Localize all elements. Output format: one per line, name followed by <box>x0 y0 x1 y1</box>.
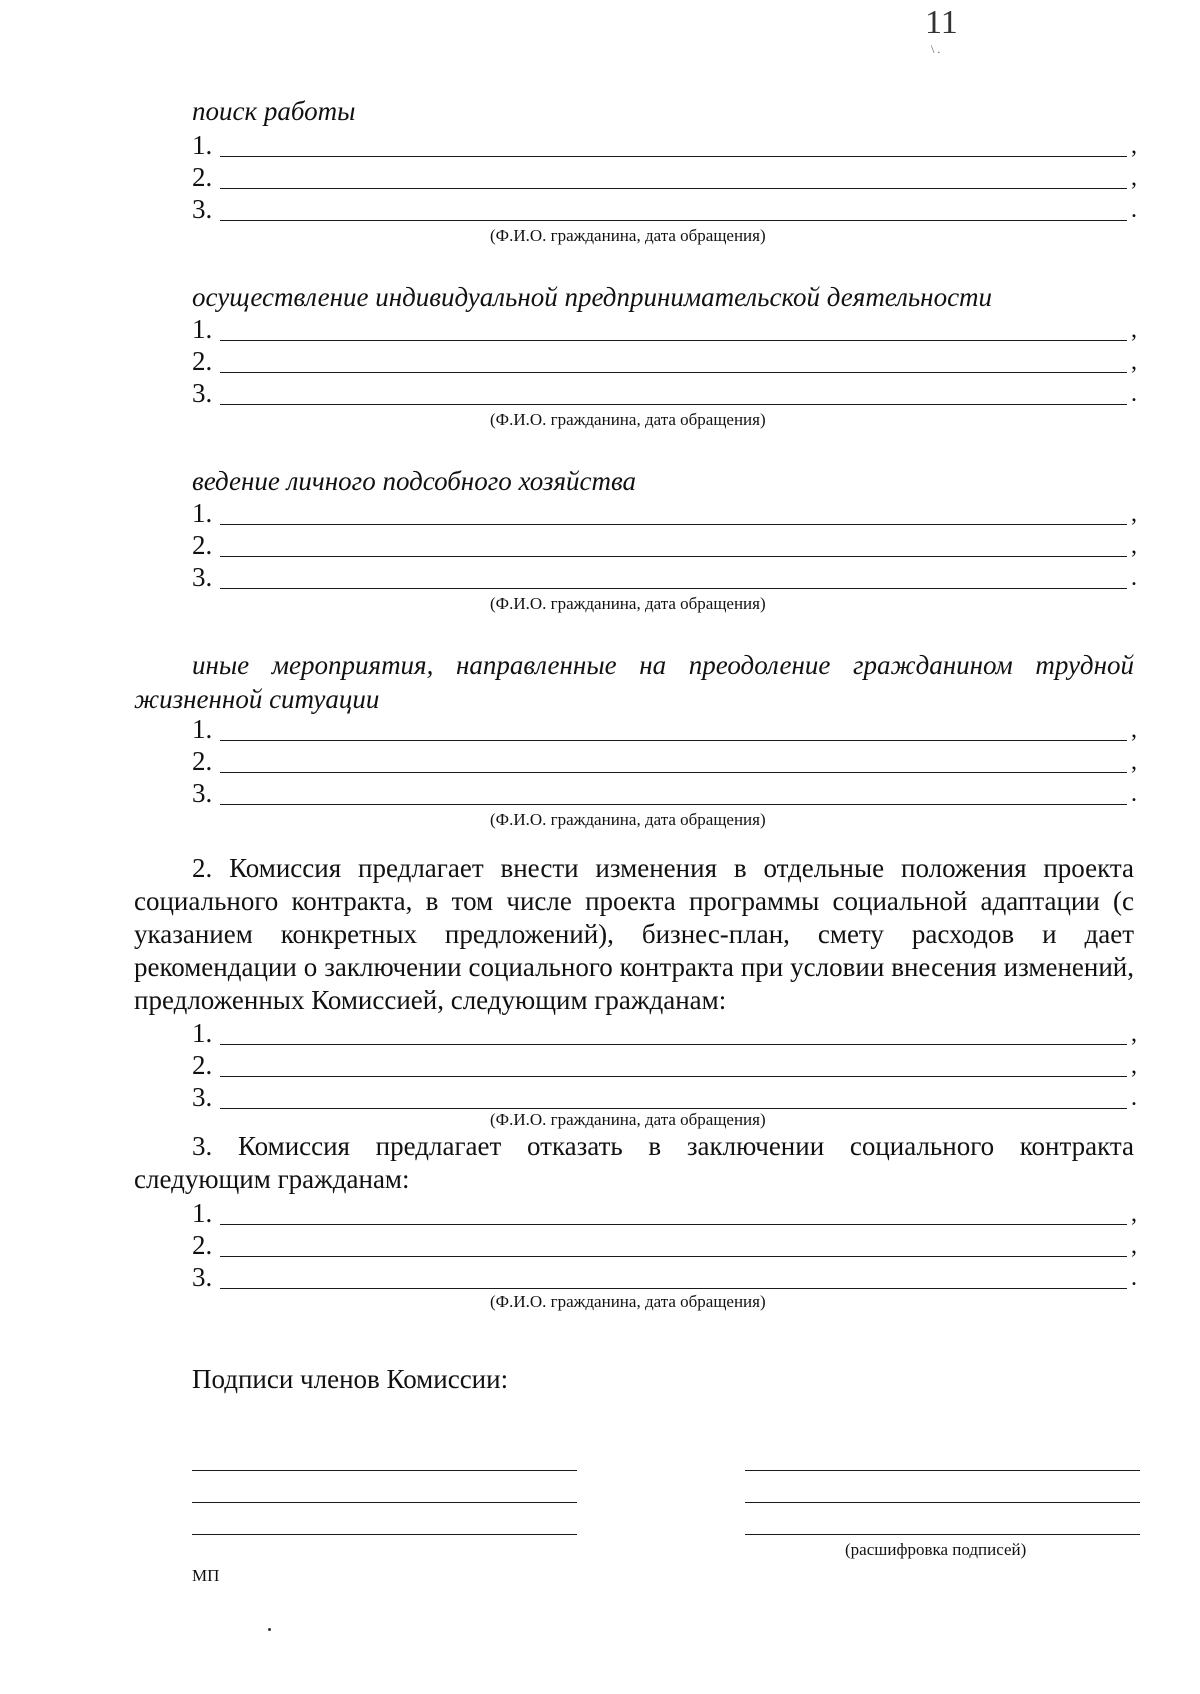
fill-line-row[interactable] <box>192 1196 1137 1228</box>
page-mark-sub: \ . <box>931 42 941 56</box>
line-punct: . <box>1131 565 1137 591</box>
fill-line[interactable] <box>220 740 1127 741</box>
line-number: 1. <box>192 498 213 528</box>
fill-line[interactable] <box>220 1108 1127 1109</box>
fill-line[interactable] <box>220 340 1127 341</box>
field-caption: (Ф.И.О. гражданина, дата обращения) <box>490 1110 766 1129</box>
fill-line-row[interactable] <box>192 1016 1137 1048</box>
fill-line[interactable] <box>220 220 1127 221</box>
line-punct: , <box>1131 133 1137 159</box>
line-number: 2. <box>192 530 213 560</box>
fill-line-row[interactable] <box>192 128 1137 160</box>
fill-line-row[interactable] <box>192 1080 1137 1112</box>
fill-line-row[interactable] <box>192 776 1137 808</box>
line-punct: , <box>1131 165 1137 191</box>
fill-line[interactable] <box>220 804 1127 805</box>
fill-line-row[interactable] <box>192 192 1137 224</box>
field-caption: (Ф.И.О. гражданина, дата обращения) <box>490 226 766 245</box>
fill-line-row[interactable] <box>192 1228 1137 1260</box>
section-title: осуществление индивидуальной предпринимательской деятельности <box>192 282 993 312</box>
fill-line[interactable] <box>220 1224 1127 1225</box>
line-number: 2. <box>192 1050 213 1080</box>
stamp-label: МП <box>192 1566 220 1585</box>
line-number: 3. <box>192 1262 213 1292</box>
fill-line-row[interactable] <box>192 560 1137 592</box>
fill-line-row[interactable] <box>192 1048 1137 1080</box>
line-number: 1. <box>192 314 213 344</box>
fill-line[interactable] <box>220 1044 1127 1045</box>
section-title: ведение личного подсобного хозяйства <box>192 466 637 496</box>
line-punct: , <box>1131 749 1137 775</box>
line-punct: , <box>1131 717 1137 743</box>
line-punct: , <box>1131 1201 1137 1227</box>
signature-decode-caption: (расшифровка подписей) <box>845 1540 1027 1559</box>
fill-line[interactable] <box>220 772 1127 773</box>
fill-line[interactable] <box>220 188 1127 189</box>
line-number: 2. <box>192 346 213 376</box>
line-number: 3. <box>192 562 213 592</box>
fill-line-row[interactable] <box>192 376 1137 408</box>
line-punct: , <box>1131 1233 1137 1259</box>
line-punct: . <box>1131 781 1137 807</box>
field-caption: (Ф.И.О. гражданина, дата обращения) <box>490 810 766 829</box>
line-punct: , <box>1131 1053 1137 1079</box>
field-caption: (Ф.И.О. гражданина, дата обращения) <box>490 410 766 429</box>
fill-line[interactable] <box>220 404 1127 405</box>
fill-line-row[interactable] <box>192 496 1137 528</box>
line-punct: . <box>1131 1265 1137 1291</box>
line-number: 3. <box>192 378 213 408</box>
section-title: иные мероприятия, направленные на преодоление гражданином трудной жизненной ситуации <box>134 650 1134 714</box>
field-caption: (Ф.И.О. гражданина, дата обращения) <box>490 594 766 613</box>
line-number: 1. <box>192 1018 213 1048</box>
fill-line[interactable] <box>220 588 1127 589</box>
paragraph-text: 3. Комиссия предлагает отказать в заключении социального контракта следующим гражданам: <box>134 1131 1134 1194</box>
fill-line-row[interactable] <box>192 712 1137 744</box>
line-number: 3. <box>192 1082 213 1112</box>
line-number: 3. <box>192 194 213 224</box>
fill-line-row[interactable] <box>192 160 1137 192</box>
signature-decode-line[interactable] <box>745 1470 1140 1471</box>
fill-line[interactable] <box>220 156 1127 157</box>
fill-line[interactable] <box>220 372 1127 373</box>
fill-line-row[interactable] <box>192 1260 1137 1292</box>
signatures-title: Подписи членов Комиссии: <box>192 1364 509 1394</box>
fill-line[interactable] <box>220 556 1127 557</box>
line-number: 2. <box>192 1230 213 1260</box>
line-punct: , <box>1131 349 1137 375</box>
fill-line-row[interactable] <box>192 312 1137 344</box>
fill-line-row[interactable] <box>192 344 1137 376</box>
scan-speck <box>268 1628 271 1631</box>
signature-line[interactable] <box>192 1534 577 1535</box>
line-punct: . <box>1131 197 1137 223</box>
line-number: 2. <box>192 746 213 776</box>
line-number: 3. <box>192 778 213 808</box>
line-number: 2. <box>192 162 213 192</box>
line-punct: , <box>1131 317 1137 343</box>
fill-line[interactable] <box>220 1288 1127 1289</box>
fill-line-row[interactable] <box>192 744 1137 776</box>
fill-line[interactable] <box>220 1076 1127 1077</box>
line-punct: , <box>1131 1021 1137 1047</box>
line-number: 1. <box>192 130 213 160</box>
line-punct: , <box>1131 501 1137 527</box>
section-title: поиск работы <box>192 96 356 126</box>
line-number: 1. <box>192 714 213 744</box>
signature-line[interactable] <box>192 1470 577 1471</box>
fill-line[interactable] <box>220 1256 1127 1257</box>
line-punct: , <box>1131 533 1137 559</box>
line-punct: . <box>1131 1085 1137 1111</box>
page-number-handwritten: 11 <box>925 4 958 41</box>
signature-decode-line[interactable] <box>745 1502 1140 1503</box>
signature-line[interactable] <box>192 1502 577 1503</box>
line-number: 1. <box>192 1198 213 1228</box>
line-punct: . <box>1131 381 1137 407</box>
fill-line-row[interactable] <box>192 528 1137 560</box>
fill-line[interactable] <box>220 524 1127 525</box>
paragraph-text: 2. Комиссия предлагает внести изменения в отдельные положения проекта социального контракта, в том числе проекта программы социальной адаптации (с указанием конкретных предложений), бизнес-план, смету расходов и дает рекомендации о заключении социального контракта при условии внесения изменений, предложенных Комиссией, следующим гражданам: <box>134 853 1134 1015</box>
signature-decode-line[interactable] <box>745 1534 1140 1535</box>
field-caption: (Ф.И.О. гражданина, дата обращения) <box>490 1292 766 1311</box>
